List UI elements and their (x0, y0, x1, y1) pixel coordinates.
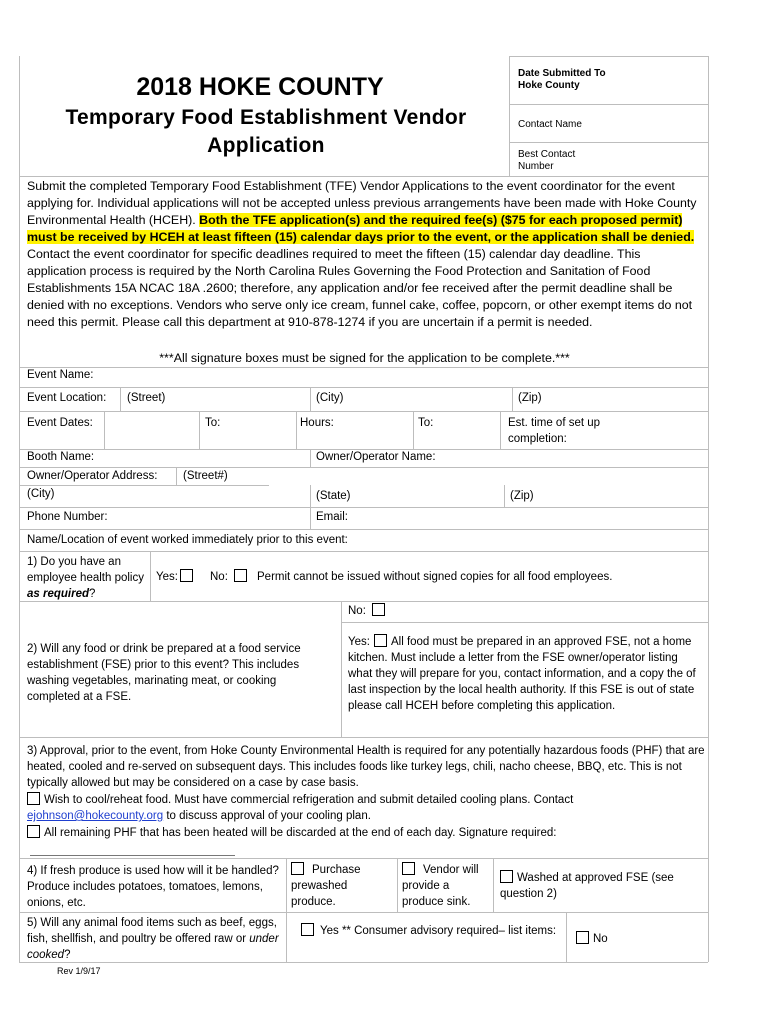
hours-label: Hours: (300, 417, 334, 429)
frame-left (19, 56, 20, 962)
header-side-divider (509, 56, 510, 176)
q1-yes-option[interactable]: Yes: (156, 569, 197, 586)
q2-no-checkbox[interactable] (372, 603, 385, 616)
date-submitted-label: Date Submitted To Hoke County (518, 68, 606, 91)
intro-paragraph: Submit the completed Temporary Food Establishment (TFE) Vendor Applications to the event coordinator for the event applying for. Individual applications will not be accepted unless previous arrangements have been made with Hoke County Environmental Health (HCEH). Both the TFE application(s) and the required fee(s) ($75 for each proposed permit) must be received by HCEH at least fifteen (15) calendar days prior to the event, or the application shall be denied. Contact the event coordinator for specific deadlines required to meet the fifteen (15) calendar day deadline. This application process is required by the North Carolina Rules Governing the Food Protection and Sanitation of Food Establishments 15A NCAC 18A .2600; therefore, any application and/or fee received after the permit deadline shall be denied with no exceptions. Vendors who serve only ice cream, funnel cake, coffee, popcorn, or other exempt items do not need this permit. Please call this department at 910-878-1274 if you are uncertain if a permit is needed. (27, 179, 697, 329)
frame-right (708, 56, 709, 962)
q3-cool-reheat-checkbox[interactable] (27, 792, 40, 805)
setup-time-field[interactable] (640, 413, 706, 447)
page-subtitle: Temporary Food Establishment Vendor Application (65, 106, 467, 157)
q2-yes-option[interactable]: Yes: All food must be prepared in an approved FSE, not a home kitchen. Must include a letter from the FSE owner/operator listing what they will prepare for you, contact information, and a copy the of last inspection by the local health authority. If this FSE is out of state please call HCEH before completing this application. (348, 636, 696, 712)
email-label: Email: (316, 511, 348, 523)
owner-zip-field[interactable]: (Zip) (510, 490, 534, 502)
q1-no-option[interactable]: No: (210, 569, 251, 586)
q4-produce-sink-checkbox[interactable] (402, 862, 415, 875)
signature-notice: ***All signature boxes must be signed for the application to be complete.*** (159, 351, 570, 365)
q2-no-option[interactable]: No: (348, 603, 389, 620)
header-bottom-rule (19, 176, 708, 177)
phone-label: Phone Number: (27, 511, 108, 523)
q4-prewashed-checkbox[interactable] (291, 862, 304, 875)
q4-option-prewashed[interactable]: Purchase prewashed produce. (291, 864, 361, 908)
page-title: 2018 HOKE COUNTY (136, 73, 384, 101)
event-dates-label: Event Dates: (27, 417, 93, 429)
event-location-label: Event Location: (27, 392, 107, 404)
prior-event-label: Name/Location of event worked immediately prior to this event: (27, 534, 348, 546)
owner-street-field[interactable]: (Street#) (183, 470, 228, 482)
hours-to-label: To: (418, 417, 434, 429)
contact-name-label: Contact Name (518, 119, 582, 130)
q3-option-discard[interactable]: All remaining PHF that has been heated will be discarded at the end of each day. Signature required: (27, 825, 707, 841)
q5-option-no[interactable]: No (576, 931, 608, 948)
q4-option-washed-fse[interactable]: Washed at approved FSE (see question 2) (500, 872, 674, 900)
event-zip-field[interactable]: (Zip) (518, 392, 542, 404)
date-submitted-field[interactable] (609, 58, 706, 102)
q1-note: Permit cannot be issued without signed copies for all food employees. (257, 571, 613, 583)
contact-email-link[interactable]: ejohnson@hokecounty.org (27, 810, 164, 822)
booth-name-label: Booth Name: (27, 451, 95, 463)
question-3-text: 3) Approval, prior to the event, from Hoke County Environmental Health is required for any potentially hazardous foods (PHF) that are heated, cooled and re-served on subsequent days. This includes foods like turkey legs, chili, nacho cheese, BBQ, etc. This is not typically allowed but may be considered on a case by case basis. (27, 745, 705, 789)
question-5-text: 5) Will any animal food items such as beef, eggs, fish, shellfish, and poultry be offered raw or under cooked? (27, 917, 279, 961)
owner-name-label: Owner/Operator Name: (316, 451, 436, 463)
owner-state-field[interactable]: (State) (316, 490, 351, 502)
q1-no-checkbox[interactable] (234, 569, 247, 582)
q1-yes-checkbox[interactable] (180, 569, 193, 582)
q5-no-checkbox[interactable] (576, 931, 589, 944)
q3-option-cool-reheat[interactable]: Wish to cool/reheat food. Must have commercial refrigeration and submit detailed cooling plans. Contact ejohnson@hokecounty.org to discuss approval of your cooling plan. (27, 794, 574, 822)
q2-yes-checkbox[interactable] (374, 634, 387, 647)
owner-address-label: Owner/Operator Address: (27, 470, 158, 482)
question-4-text: 4) If fresh produce is used how will it be handled? Produce includes potatoes, tomatoes, lemons, onions, etc. (27, 865, 279, 909)
q3-discard-checkbox[interactable] (27, 825, 40, 838)
event-start-date-field[interactable] (106, 413, 196, 447)
event-name-label: Event Name: (27, 369, 94, 381)
best-contact-label: Best Contact Number (518, 149, 576, 172)
event-name-field[interactable] (100, 368, 706, 386)
question-1-text: 1) Do you have an employee health policy as required? (27, 556, 144, 600)
revision-date: Rev 1/9/17 (57, 966, 101, 976)
event-to-label: To: (205, 417, 221, 429)
event-city-field[interactable]: (City) (316, 392, 344, 404)
event-street-field[interactable]: (Street) (127, 392, 166, 404)
question-2-text: 2) Will any food or drink be prepared at a food service establishment (FSE) prior to this event? This includes washing vegetables, marinating meat, or cooking completed at a FSE. (27, 643, 301, 703)
owner-city-field[interactable]: (City) (27, 488, 55, 500)
q4-option-produce-sink[interactable]: Vendor will provide a produce sink. (402, 864, 479, 908)
setup-time-label: Est. time of set up completion: (508, 417, 601, 445)
deadline-highlight: Both the TFE application(s) and the required fee(s) ($75 for each proposed permit) must be received by HCEH at least fifteen (15) calendar days prior to the event, or the application shall be denied. (27, 213, 695, 244)
q5-option-yes[interactable]: Yes ** Consumer advisory required– list items: (301, 923, 561, 939)
signature-line[interactable] (30, 855, 235, 856)
frame-top-right (509, 56, 708, 57)
q4-washed-fse-checkbox[interactable] (500, 870, 513, 883)
q5-yes-checkbox[interactable] (301, 923, 314, 936)
